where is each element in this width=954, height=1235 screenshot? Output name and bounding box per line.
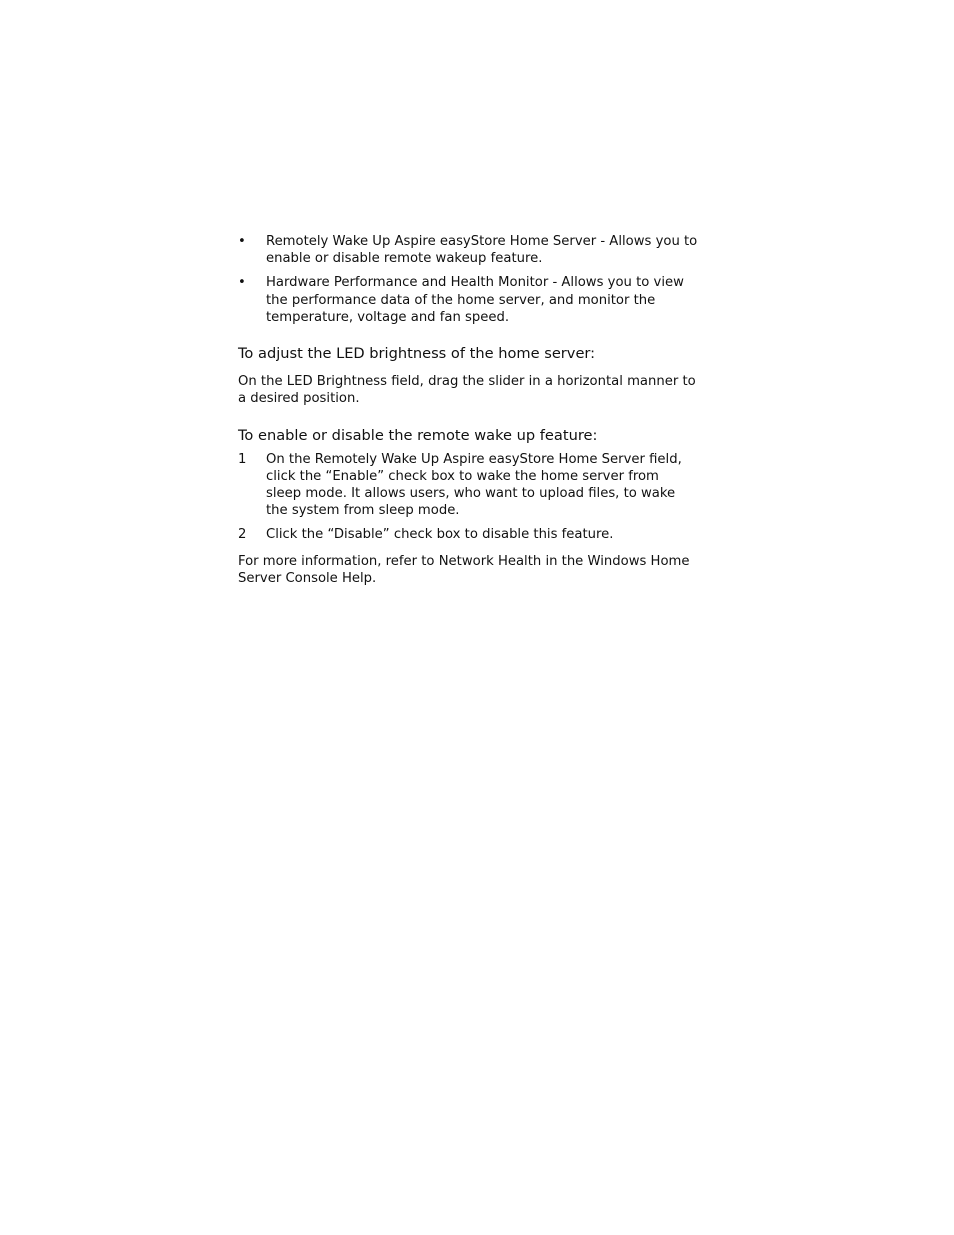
step-number: 2: [238, 526, 247, 542]
bullet-item-remote-wakeup: [238, 233, 708, 267]
step-text: On the Remotely Wake Up Aspire easyStore Home Server field, click the “Enable” check box to wake the home server from sleep mode. It allows users, who want to upload files, to wake the system from sleep mode.: [266, 451, 682, 519]
wake-section-heading: To enable or disable the remote wake up feature:: [238, 426, 598, 444]
more-info-paragraph: For more information, refer to Network Health in the Windows Home Server Console Help.: [238, 553, 690, 587]
step-item: [238, 526, 708, 543]
bullet-text: Remotely Wake Up Aspire easyStore Home Server - Allows you to enable or disable remote wakeup feature.: [266, 234, 698, 267]
wake-steps-list: [238, 451, 708, 543]
bullet-marker: •: [238, 234, 246, 249]
led-section-heading: To adjust the LED brightness of the home server:: [238, 345, 596, 363]
step-item: [238, 451, 708, 520]
led-section-body: On the LED Brightness field, drag the slider in a horizontal manner to a desired position.: [238, 374, 696, 407]
step-number: 1: [238, 451, 247, 467]
document-content: [238, 233, 708, 588]
bullet-text: Hardware Performance and Health Monitor - Allows you to view the performance data of the home server, and monitor the temperature, voltage and fan speed.: [266, 275, 684, 325]
bullet-marker: •: [238, 275, 246, 291]
bullet-item-hardware-monitor: [238, 274, 708, 326]
step-text: Click the “Disable” check box to disable this feature.: [266, 526, 614, 542]
